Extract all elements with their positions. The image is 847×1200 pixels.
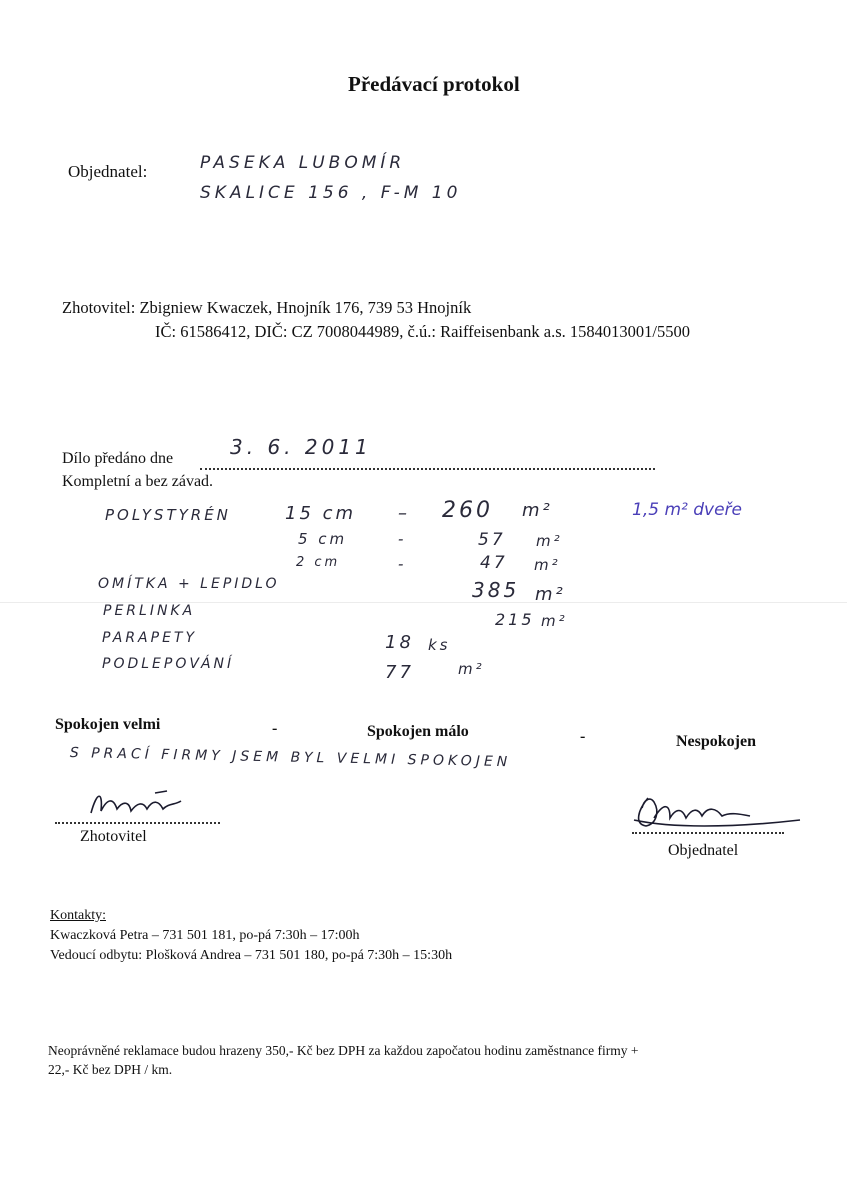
item-size: 2 cm xyxy=(296,555,341,570)
objednatel-signature-label: Objednatel xyxy=(668,842,739,859)
objednatel-name: PASEKA LUBOMÍR xyxy=(200,153,406,173)
item-name: PERLINKA xyxy=(103,603,196,619)
item-unit: ks xyxy=(428,636,451,654)
item-qty: 57 xyxy=(478,530,506,550)
item-name: PODLEPOVÁNÍ xyxy=(102,656,235,672)
item-name: POLYSTYRÉN xyxy=(105,506,231,524)
item-qty: 77 xyxy=(385,662,414,683)
item-unit: m² xyxy=(541,612,568,630)
item-unit: m² xyxy=(536,532,563,550)
zhotovitel-line1: Zhotovitel: Zbigniew Kwaczek, Hnojník 176, 739 53 Hnojník xyxy=(62,298,472,317)
satisfaction-dash: - xyxy=(580,728,586,745)
item-qty: 18 xyxy=(385,632,414,653)
item-unit: m² xyxy=(535,584,566,605)
item-size: 5 cm xyxy=(298,530,348,548)
item-dash: - xyxy=(398,530,407,548)
contacts-heading: Kontakty: xyxy=(50,908,106,923)
footer-line1: Neoprávněné reklamace budou hrazeny 350,- Kč bez DPH za každou započatou hodinu zaměstnance firmy + xyxy=(48,1043,639,1058)
objednatel-signature-line xyxy=(632,832,784,834)
handover-complete: Kompletní a bez závad. xyxy=(62,473,214,490)
objednatel-signature xyxy=(630,790,810,835)
footer-line2: 22,- Kč bez DPH / km. xyxy=(48,1062,173,1077)
satisfaction-little: Spokojen málo xyxy=(367,723,469,740)
handover-label: Dílo předáno dne xyxy=(62,450,174,467)
item-qty: 47 xyxy=(480,553,508,573)
handover-date-line xyxy=(200,468,655,470)
satisfaction-comment: S PRACÍ FIRMY JSEM BYL VELMI SPOKOJEN xyxy=(69,745,512,771)
item-unit: m² xyxy=(534,556,561,574)
zhotovitel-line2: IČ: 61586412, DIČ: CZ 7008044989, č.ú.: Raiffeisenbank a.s. 1584013001/5500 xyxy=(155,322,690,341)
blue-note: 1,5 m² dveře xyxy=(632,500,742,520)
page-title: Předávací protokol xyxy=(348,72,520,96)
item-name: OMÍTKA + LEPIDLO xyxy=(98,576,280,592)
satisfaction-very: Spokojen velmi xyxy=(55,716,161,733)
item-name: PARAPETY xyxy=(102,630,198,646)
objednatel-label: Objednatel: xyxy=(68,162,148,181)
zhotovitel-signature-label: Zhotovitel xyxy=(80,828,147,845)
item-size: 15 cm xyxy=(285,503,357,524)
satisfaction-dash: - xyxy=(272,720,278,737)
item-qty: 385 xyxy=(472,578,520,602)
contacts-line1: Kwaczková Petra – 731 501 181, po-pá 7:30h – 17:00h xyxy=(50,928,360,943)
item-dash: - xyxy=(398,555,407,573)
item-unit: m² xyxy=(522,500,553,521)
objednatel-address: SKALICE 156 , F-M 10 xyxy=(200,183,462,203)
zhotovitel-signature-line xyxy=(55,822,220,824)
item-qty: 260 xyxy=(442,498,493,523)
zhotovitel-signature xyxy=(85,785,195,825)
contacts-line2: Vedoucí odbytu: Plošková Andrea – 731 501 180, po-pá 7:30h – 15:30h xyxy=(50,948,453,963)
item-qty: 215 xyxy=(495,610,535,629)
item-dash: – xyxy=(398,503,410,524)
satisfaction-not: Nespokojen xyxy=(676,733,757,750)
item-unit: m² xyxy=(458,660,485,678)
handover-date: 3. 6. 2011 xyxy=(230,435,372,459)
